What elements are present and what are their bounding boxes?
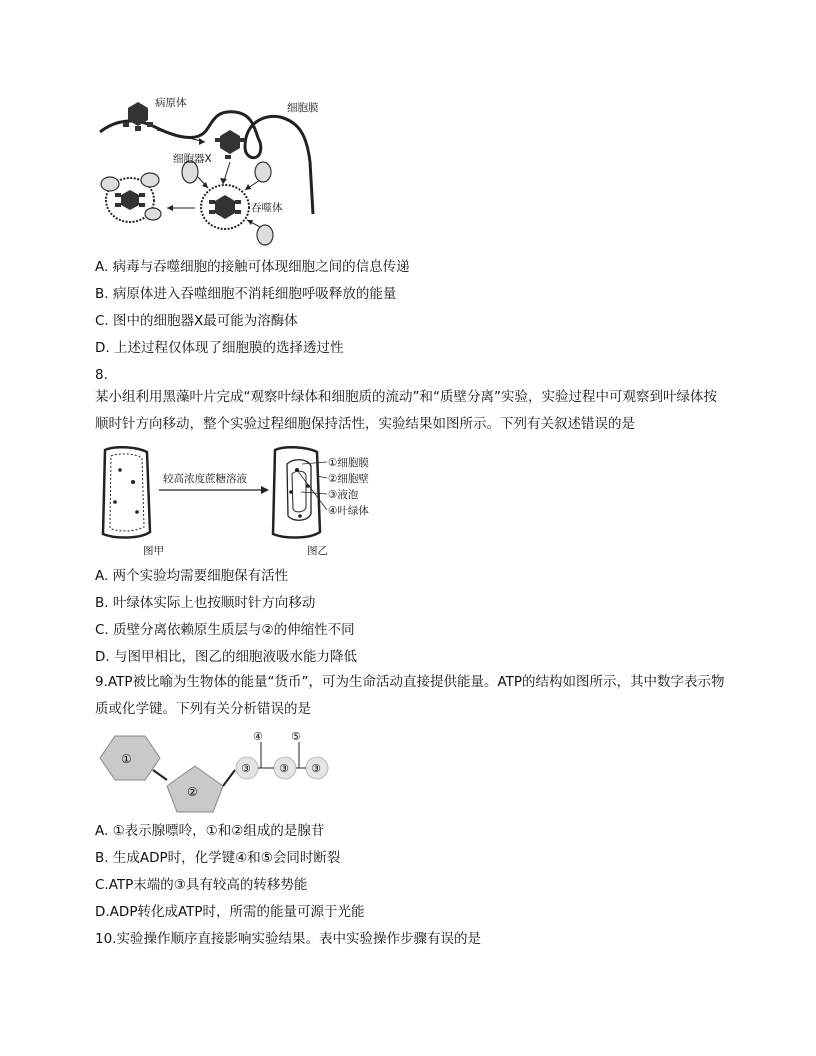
atp-label-4: ④ — [253, 730, 263, 743]
cell-jia — [103, 447, 150, 537]
q7-option-d: D. 上述过程仅体现了细胞膜的选择透过性 — [95, 340, 344, 356]
organelle-x-label: 细胞器X — [173, 153, 212, 165]
pathogen-entering — [215, 130, 245, 159]
q8-number: 8. — [95, 367, 108, 383]
part-vacuole: ③液泡 — [328, 489, 359, 501]
q8-option-a: A. 两个实验均需要细胞保有活性 — [95, 568, 289, 584]
solution-label: 较高浓度蔗糖溶液 — [163, 473, 247, 485]
phagocytosis-figure — [95, 92, 355, 252]
atp-label-3c: ③ — [311, 762, 321, 775]
q8-option-d: D. 与图甲相比，图乙的细胞液吸水能力降低 — [95, 649, 357, 665]
q8-option-b: B. 叶绿体实际上也按顺时针方向移动 — [95, 595, 316, 611]
q9-option-b: B. 生成ADP时，化学键④和⑤会同时断裂 — [95, 850, 341, 866]
phagolysosome — [101, 173, 161, 222]
atp-label-5: ⑤ — [291, 730, 301, 743]
atp-structure-figure — [95, 728, 345, 814]
pathogen-surface — [123, 102, 153, 131]
part-membrane: ①细胞膜 — [328, 457, 369, 469]
q8-option-c: C. 质壁分离依赖原生质层与②的伸缩性不同 — [95, 622, 355, 638]
pathogen-label: 病原体 — [155, 97, 187, 109]
q9-option-c: C.ATP末端的③具有较高的转移势能 — [95, 877, 308, 893]
q9-option-a: A. ①表示腺嘌呤，①和②组成的是腺苷 — [95, 823, 325, 839]
atp-label-3b: ③ — [279, 762, 289, 775]
atp-label-2: ② — [187, 785, 198, 799]
part-chloroplast: ④叶绿体 — [328, 505, 369, 517]
plasmolysis-figure — [95, 442, 395, 560]
caption-yi: 图乙 — [307, 545, 328, 557]
q7-option-a: A. 病毒与吞噬细胞的接触可体现细胞之间的信息传递 — [95, 259, 410, 275]
part-wall: ②细胞壁 — [328, 473, 369, 485]
q7-option-b: B. 病原体进入吞噬细胞不消耗细胞呼吸释放的能量 — [95, 286, 397, 302]
phagocyte-label: 吞噬体 — [251, 202, 283, 214]
phagosome — [201, 185, 249, 229]
q9-option-d: D.ADP转化成ATP时，所需的能量可源于光能 — [95, 904, 365, 920]
caption-jia: 图甲 — [143, 545, 164, 557]
q10-stem: 10.实验操作顺序直接影响实验结果。表中实验操作步骤有误的是 — [95, 931, 481, 947]
q7-option-c: C. 图中的细胞器X最可能为溶酶体 — [95, 313, 298, 329]
q9-stem: 9.ATP被比喻为生物体的能量“货币”，可为生命活动直接提供能量。ATP的结构如图所示，其中数字表示物质或化学键。下列有关分析错误的是 — [95, 674, 725, 717]
atp-label-1: ① — [121, 752, 132, 766]
atp-label-3a: ③ — [241, 762, 251, 775]
cell-yi — [273, 447, 320, 537]
membrane-label: 细胞膜 — [287, 102, 319, 114]
q8-stem: 某小组利用黑藻叶片完成“观察叶绿体和细胞质的流动”和“质壁分离”实验，实验过程中可观察到叶绿体按顺时针方向移动，整个实验过程细胞保持活性，实验结果如图所示。下列有关叙述错误的是 — [95, 389, 717, 432]
